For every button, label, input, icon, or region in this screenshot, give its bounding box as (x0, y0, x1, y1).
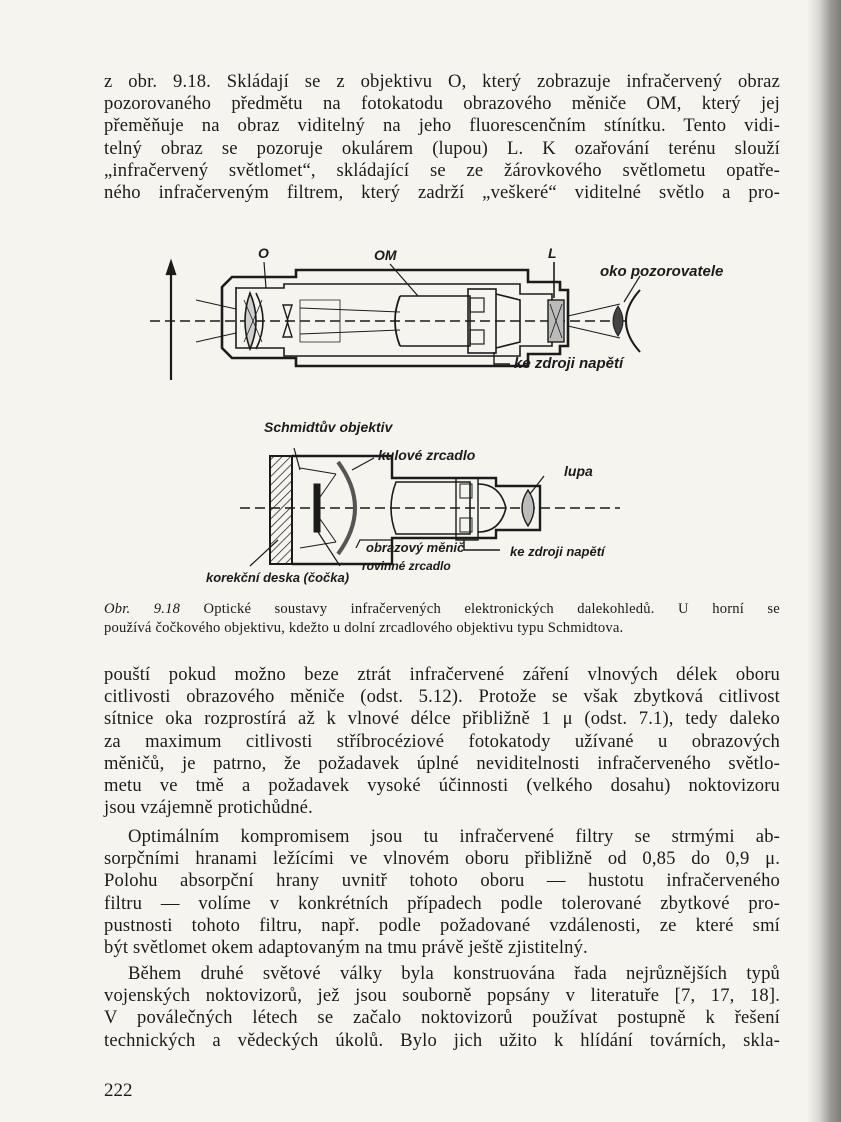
text-line: technických a vědeckých úkolů. Bylo jich užito k hlídání továrních, skla- (104, 1029, 780, 1051)
text-line: metu ve tmě a požadavek vysoké účinnosti (velkého dosahu) noktovizoru (104, 775, 780, 797)
text-line: měničů, je patrno, že požadavek úplné neviditelnosti infračerveného světlo- (104, 752, 780, 774)
caption-line: Optické soustavy infračervených elektronických dalekohledů. U horní se (203, 601, 780, 617)
text-line: sítnice oka rozprostírá až k vlnové délce přibližně 1 μ (odst. 7.1), tedy daleko (104, 708, 780, 730)
text-line: filtru — volíme v konkrétních případech podle tolerované zbytkové pro- (104, 892, 780, 914)
text-line: vojenských noktovizorů, jež jsou souborně popsány v literatuře [7, 17, 18]. (104, 985, 780, 1007)
text-line: pustnosti tohoto filtru, např. podle požadované vzdálenosti, ze které smí (104, 914, 780, 936)
text-line: jsou vzájemně protichůdné. (104, 797, 313, 819)
label-power-top: ke zdroji napětí (514, 355, 624, 372)
label-correction-plate: korekční deska (čočka) (206, 570, 350, 585)
label-converter: obrazový měnič (366, 540, 465, 555)
text-line: „infračervený světlomet“, skládající se ze žárovkového světlometu opatře- (104, 159, 780, 181)
text-line: pouští pokud možno beze ztrát infračervené záření vlnových délek oboru (104, 664, 780, 685)
caption-figure-ref: Obr. 9.18 (104, 601, 181, 617)
text-line: Během druhé světové války byla konstruována řada nejrůznějších typů (128, 963, 780, 984)
label-l: L (548, 245, 557, 261)
text-line: Optimálním kompromisem jsou tu infračervené filtry se strmými ab- (128, 826, 780, 847)
paragraph-2 (104, 664, 780, 819)
text-line: ného infračerveným filtrem, který zadrží „veškeré“ viditelné světlo a pro- (104, 182, 780, 204)
text-line: telný obraz se pozoruje okulárem (lupou) L. K ozařování terénu slouží (104, 137, 780, 159)
text-line: V poválečných létech se začalo noktovizorů používat postupně k řešení (104, 1007, 780, 1029)
label-lupa: lupa (564, 463, 593, 479)
text-line: Polohu absorpční hrany uvnitř tohoto oboru — hustotu infračerveného (104, 870, 780, 892)
text-line: z obr. 9.18. Skládají se z objektivu O, který zobrazuje infračervený obraz (104, 71, 780, 92)
paragraph-3 (104, 826, 780, 959)
label-spherical-mirror: kulové zrcadlo (378, 447, 476, 463)
caption-line: používá čočkového objektivu, kdežto u dolní zrcadlového objektivu typu Schmidtova. (104, 620, 624, 636)
text-line: pozorovaného předmětu na fotokatodu obrazového měniče OM, který jej (104, 93, 780, 115)
label-schmidt: Schmidtův objektiv (264, 419, 393, 435)
text-line: citlivosti obrazového měniče (odst. 5.12). Protože se však zbytková citlivost (104, 686, 780, 708)
label-o: O (258, 245, 269, 261)
label-eye: oko pozorovatele (600, 263, 724, 280)
text-line: přeměňuje na obraz viditelný na jeho fluorescenčním stínítku. Tento vidi- (104, 115, 780, 137)
figure-caption (104, 600, 780, 638)
paragraph-4 (104, 963, 780, 1052)
text-line: být světlomet okem adaptovaným na tmu právě ještě zjistitelný. (104, 937, 588, 959)
page-number: 222 (104, 1080, 133, 1101)
label-plane-mirror: rovinné zrcadlo (362, 559, 451, 573)
label-power-bottom: ke zdroji napětí (510, 544, 605, 559)
label-om: OM (374, 247, 397, 263)
text-line: za maximum citlivosti stříbrocéziové fotokatody užívané u obrazových (104, 730, 780, 752)
text-line: sorpčními hranami ležícími ve vlnovém oboru přibližně od 0,85 do 0,9 μ. (104, 848, 780, 870)
